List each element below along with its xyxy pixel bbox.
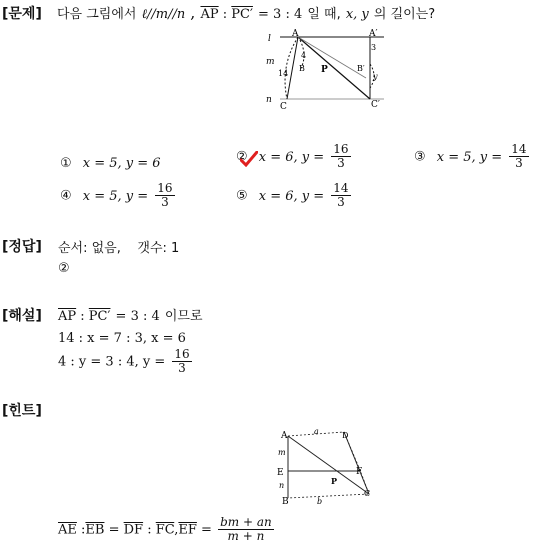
hint-figure — [274, 424, 384, 506]
point-p: P — [321, 65, 328, 75]
label-l: l — [268, 34, 271, 44]
hint-point-b: B — [282, 497, 289, 506]
hint-point-a: A — [281, 431, 288, 441]
answer-value: ② — [58, 261, 70, 276]
explanation-line-3: 4 : y = 3 : 4, y = $\frac{16}{3}$ — [58, 347, 190, 375]
question-text: 다음 그림에서 ℓ//m//n , $\overline{AP}$ : PC′ = 3 : 4 일 때, x, y 의 길이는? — [57, 3, 436, 22]
segment-ab2 — [298, 37, 366, 78]
hint-label-b: b — [317, 497, 323, 506]
choice-5[interactable]: ⑤ x = 6, y = $\frac{14}{3}$ — [236, 181, 349, 209]
point-b: B — [299, 64, 305, 73]
point-c: C — [280, 102, 287, 112]
point-a: A — [292, 29, 299, 39]
checkmark-icon — [240, 151, 258, 167]
point-c2: C′ — [371, 100, 380, 110]
point-a2: A′ — [369, 29, 378, 39]
explanation-line-2: 14 : x = 7 : 3, x = 6 — [58, 331, 186, 346]
segment-ac-left — [287, 37, 298, 99]
explanation-label: [해설] — [2, 308, 42, 324]
hint-point-f: F — [356, 467, 363, 477]
choice-1[interactable]: ① x = 5, y = 6 — [60, 156, 161, 171]
hint-label: [힌트] — [2, 403, 42, 419]
answer-label: [정답] — [2, 239, 42, 255]
seg-label-4: 4 — [301, 51, 307, 60]
label-n: n — [266, 95, 272, 105]
label-m: m — [266, 57, 275, 67]
seg-label-y: y — [373, 72, 378, 81]
problem-label: [문제] — [2, 6, 42, 22]
hint-point-e: E — [277, 468, 284, 478]
hint-point-p: P — [331, 476, 338, 486]
choice-3[interactable]: ③ x = 5, y = $\frac{14}{3}$ — [414, 142, 527, 170]
problem-figure — [262, 26, 390, 116]
hint-label-a: a — [314, 427, 319, 436]
hint-formula: $\overline{AE}$ $:\overline{EB} = \overline{DF}$ : $\overline{FC},\overline{EF}$ = $\frac{bm + an}{m + n}$ — [58, 515, 272, 543]
point-b2: B′ — [357, 64, 365, 73]
choice-2[interactable]: ② x = 6, y = $\frac{16}{3}$ — [236, 142, 349, 170]
choice-4[interactable]: ④ x = 5, y = $\frac{16}{3}$ — [60, 181, 173, 209]
seg-label-3: 3 — [371, 43, 377, 52]
hint-label-m: m — [278, 448, 286, 457]
seg-label-14: 14 — [278, 69, 289, 78]
explanation-line-1: $\overline{AP}$ : PC′ = 3 : 4 이므로 — [58, 309, 203, 324]
answer-meta: 순서: 없음, 갯수: 1 — [58, 241, 180, 256]
hint-point-d: D — [342, 431, 349, 440]
hint-label-n: n — [279, 481, 285, 490]
hint-point-c: C — [364, 489, 371, 498]
